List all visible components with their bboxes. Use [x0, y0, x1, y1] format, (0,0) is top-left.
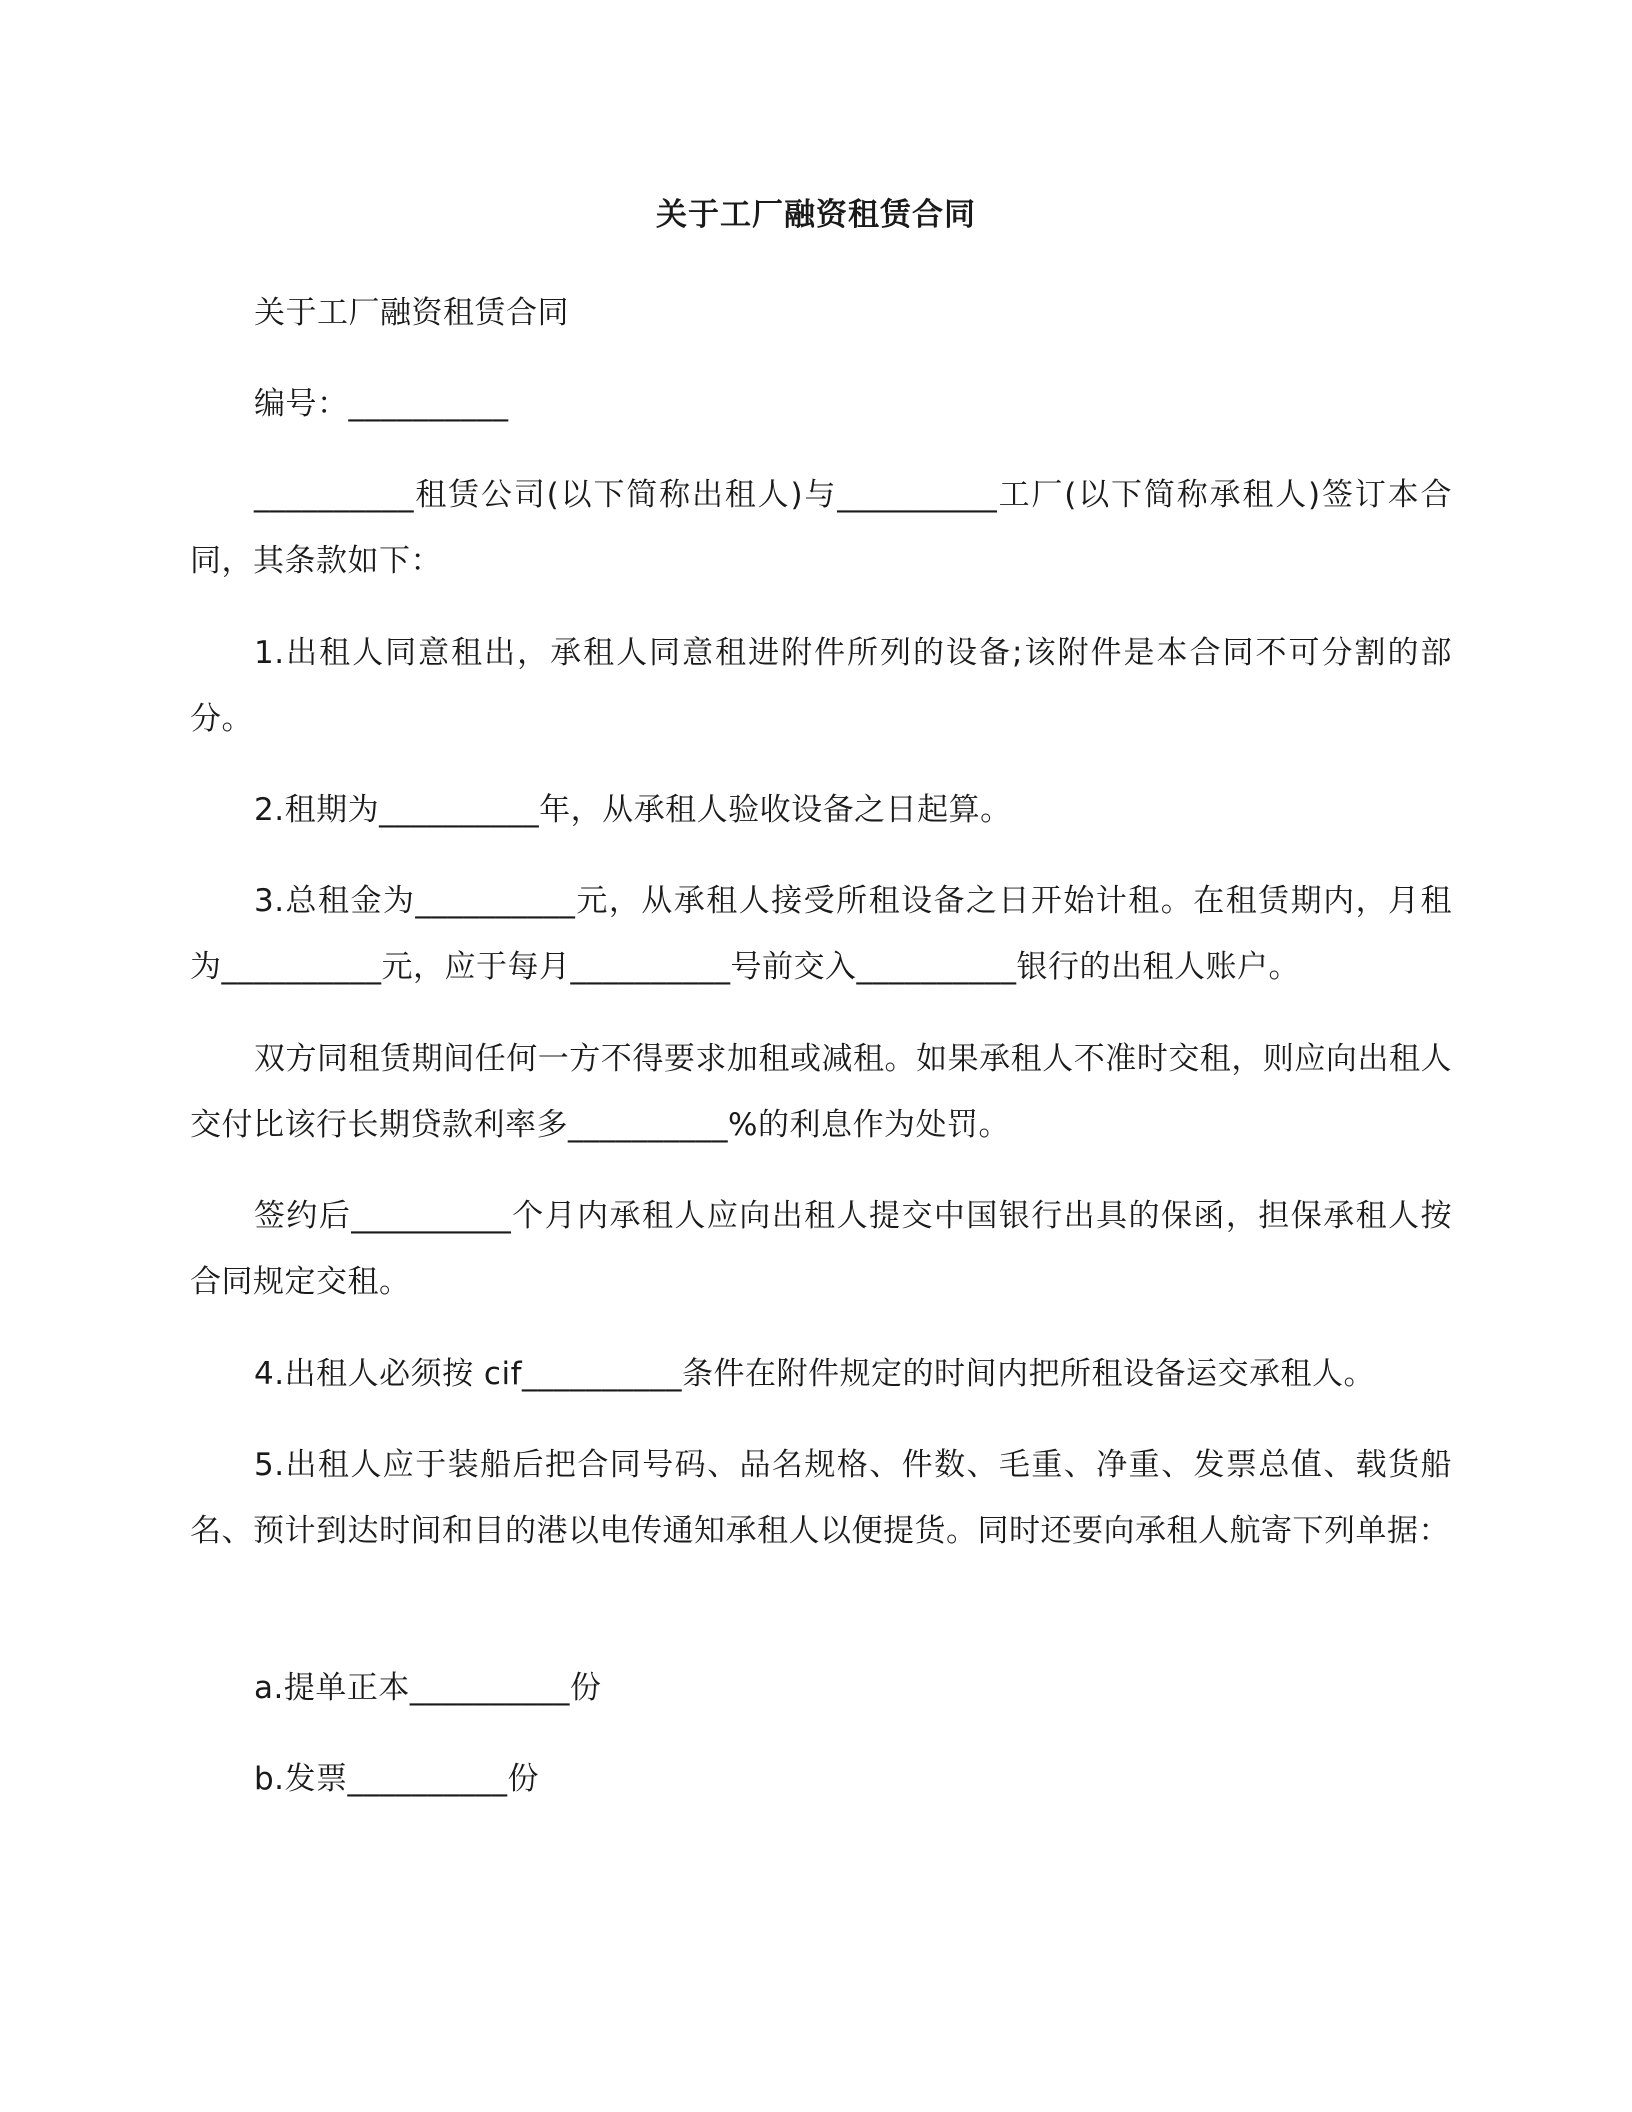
paragraph-clause-1: 1.出租人同意租出，承租人同意租进附件所列的设备;该附件是本合同不可分割的部分。 — [190, 635, 1452, 737]
paragraph-guarantee: 签约后__________个月内承租人应向出租人提交中国银行出具的保函，担保承租人按合同规定交租。 — [190, 1198, 1452, 1300]
paragraph-rent-adjustment: 双方同租赁期间任何一方不得要求加租或减租。如果承租人不准时交租，则应向出租人交付比该行长期贷款利率多__________%的利息作为处罚。 — [190, 1041, 1452, 1143]
paragraph-clause-3: 3.总租金为__________元，从承租人接受所租设备之日开始计租。在租赁期内，月租为__________元，应于每月__________号前交入__________银行的出租人账户。 — [190, 883, 1452, 985]
paragraph-clause-5: 5.出租人应于装船后把合同号码、品名规格、件数、毛重、净重、发票总值、载货船名、预计到达时间和目的港以电传通知承租人以便提货。同时还要向承租人航寄下列单据： — [190, 1447, 1452, 1549]
paragraph-parties: __________租赁公司(以下简称出租人)与__________工厂(以下简称承租人)签订本合同，其条款如下： — [190, 477, 1452, 579]
document-title: 关于工厂融资租赁合同 — [656, 197, 976, 233]
paragraph-item-b: b.发票__________份 — [254, 1761, 540, 1797]
paragraph-heading: 关于工厂融资租赁合同 — [254, 295, 569, 331]
paragraph-item-a: a.提单正本__________份 — [254, 1670, 602, 1706]
paragraph-clause-2: 2.租期为__________年，从承租人验收设备之日起算。 — [254, 792, 1012, 828]
paragraph-clause-4: 4.出租人必须按 cif__________条件在附件规定的时间内把所租设备运交承租人。 — [254, 1356, 1375, 1392]
paragraph-number: 编号：__________ — [254, 386, 509, 422]
